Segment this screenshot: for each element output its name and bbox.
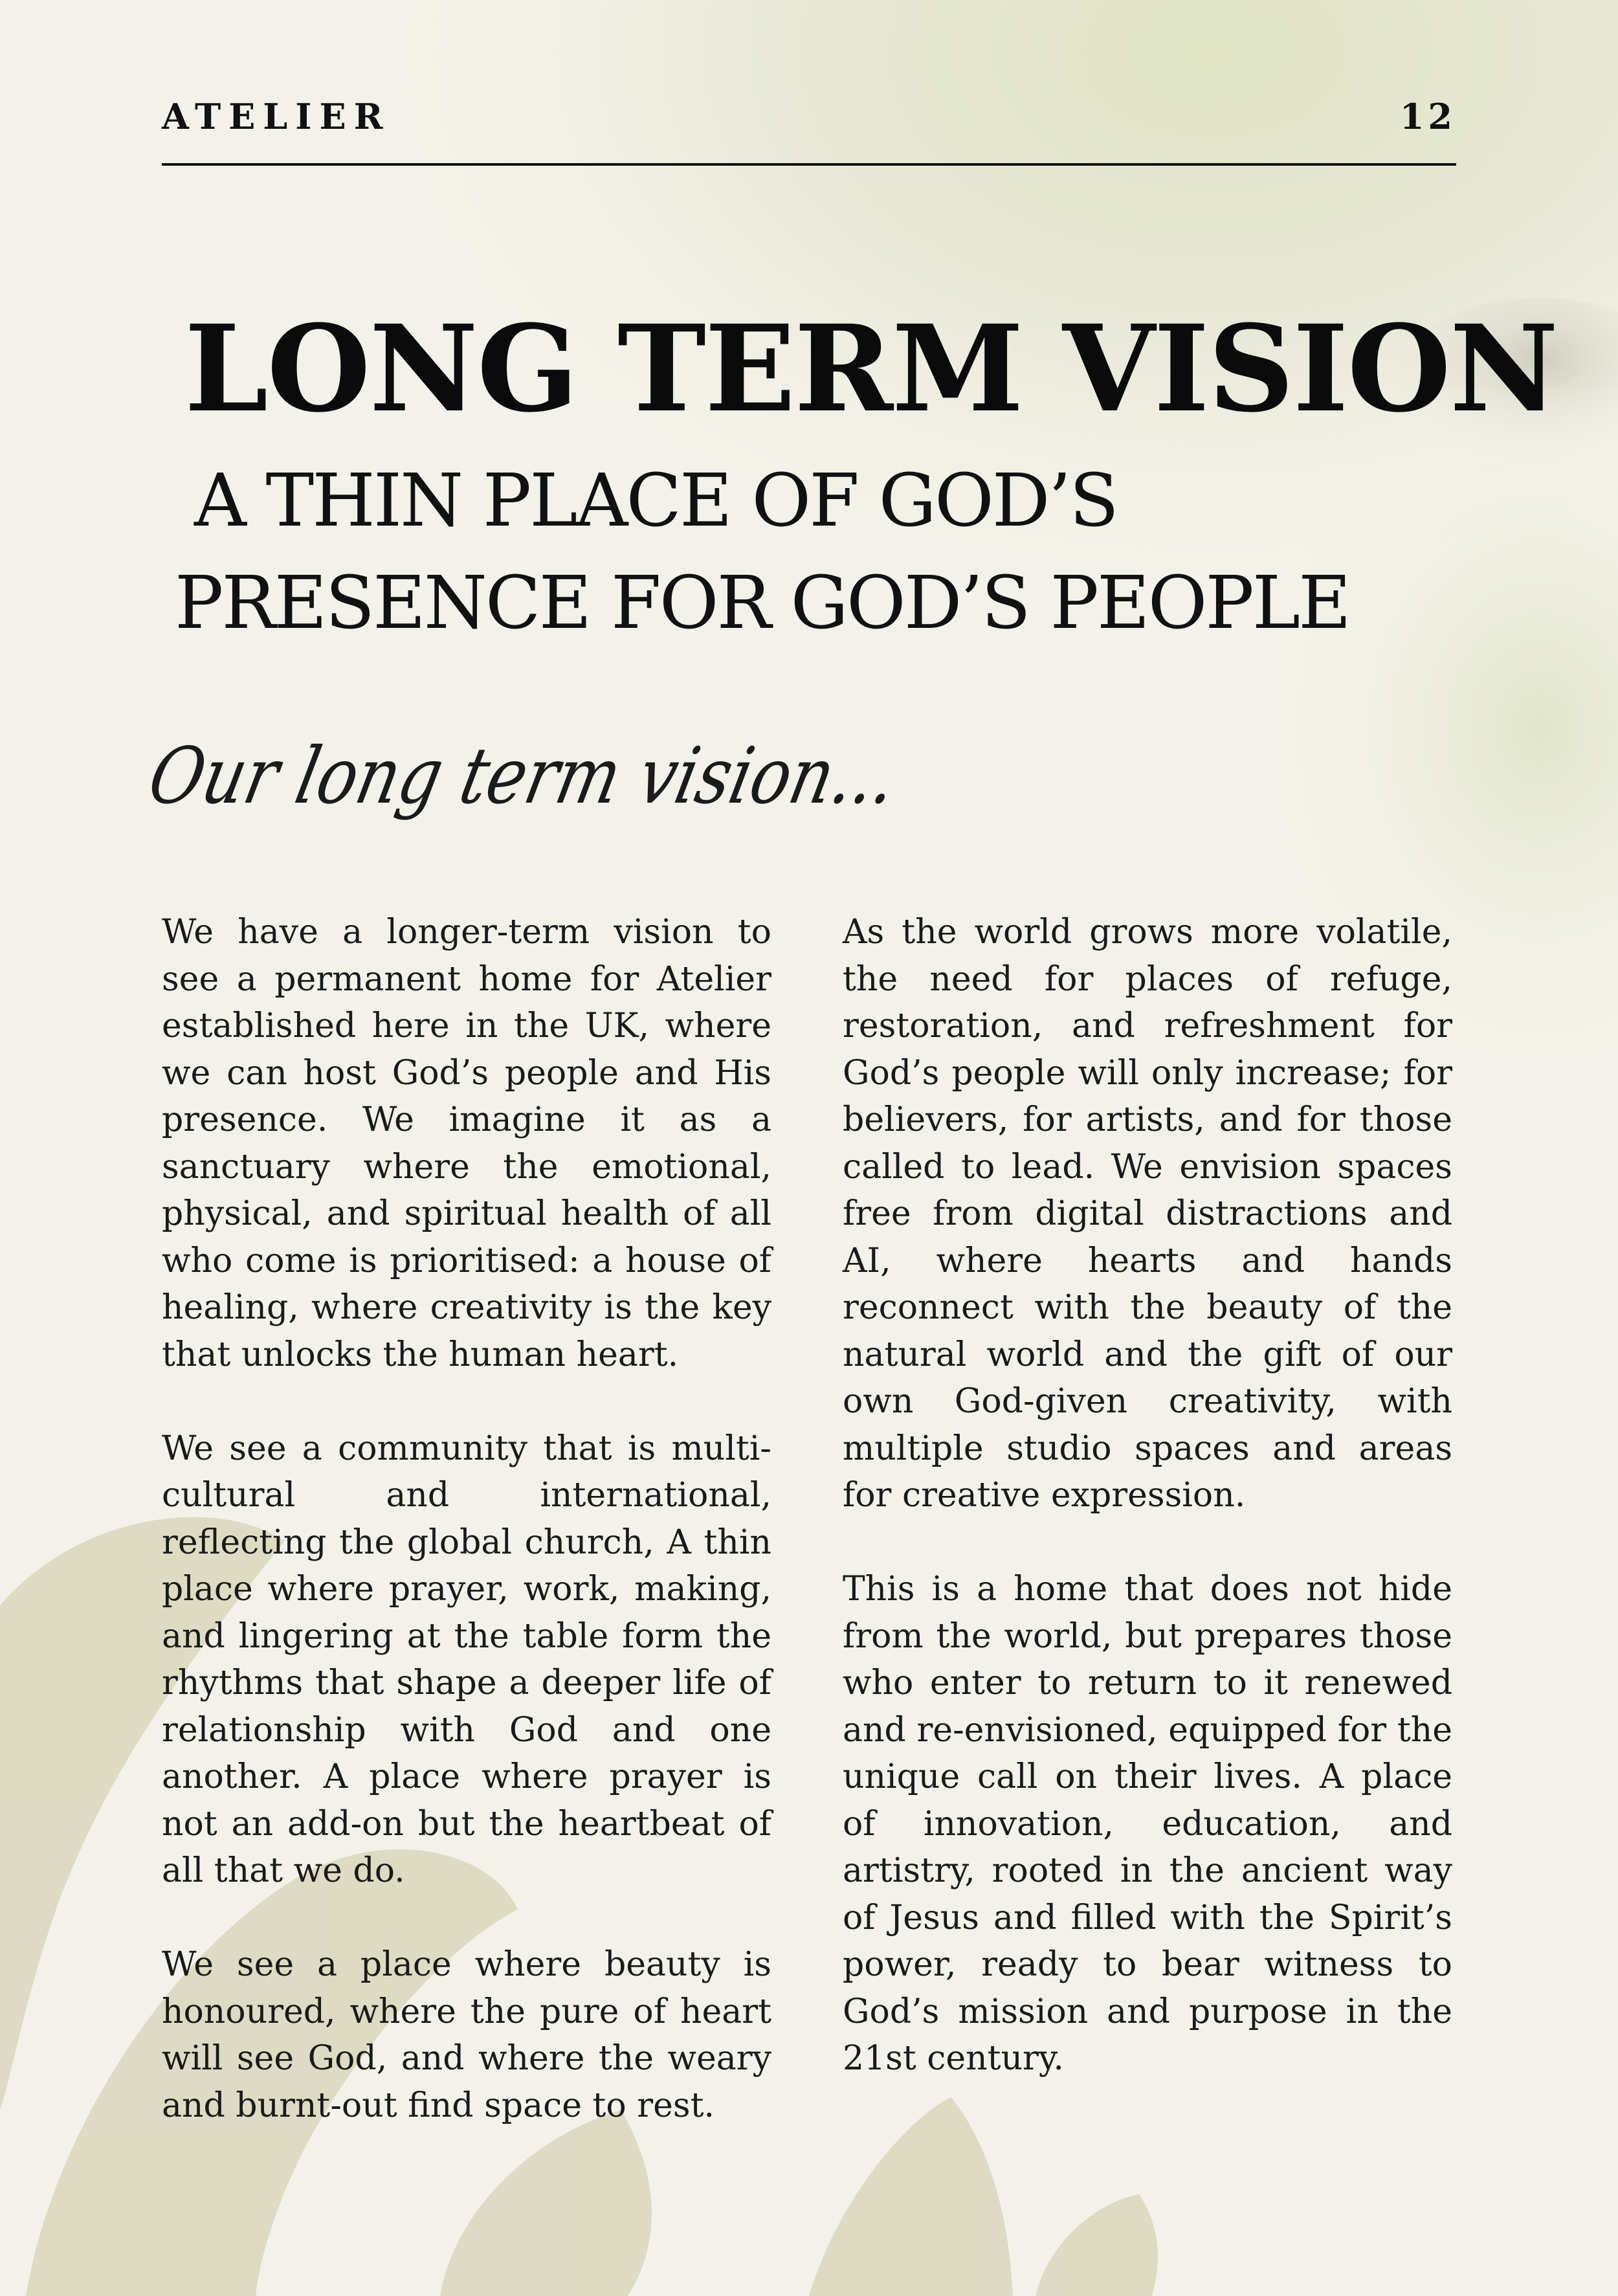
text-column-right [843, 909, 1452, 2129]
text-column-left [162, 909, 771, 2176]
paragraph: As the world grows more volatile, the need for places of refuge, restoration, and refreshment for God’s people will only increase; for believers, for artists, and for those called to lead. We envision spaces free from digital distractions and AI, where hearts and hands reconnect with the beauty of the natural world and the gift of our own God-given creativity, with multiple studio spaces and areas for creative expression. [843, 913, 1452, 1515]
script-heading [141, 719, 1049, 861]
paragraph: We have a longer-term vision to see a permanent home for Atelier established here in the UK, where we can host God’s people and His presence. We imagine it as a sanctuary where the emotional, physical, and spiritual health of all who come is prioritised: a house of healing, where creativity is the key that unlocks the human heart. [162, 913, 771, 1374]
subtitle-line-2: PRESENCE FOR GOD’S PEOPLE [175, 561, 1349, 645]
script-heading-text: Our long term vision... [141, 730, 1049, 821]
brand-name: ATELIER [162, 96, 391, 137]
page-subtitle [175, 450, 1469, 654]
paragraph: We see a community that is multi-cultural and international, reflecting the global church, A thin place where prayer, work, making, and lingering at the table form the rhythms that shape a deeper life of relationship with God and one another. A place where prayer is not an add-on but the heartbeat of all that we do. [162, 1429, 771, 1890]
page-title: LONG TERM VISION [184, 299, 1558, 439]
paragraph: We see a place where beauty is honoured, where the pure of heart will see God, and where the weary and burnt-out find space to rest. [162, 1945, 771, 2125]
subtitle-line-1: A THIN PLACE OF GOD’S [194, 459, 1117, 543]
page-header [162, 91, 1456, 166]
paragraph: This is a home that does not hide from the world, but prepares those who enter to return to it renewed and re-envisioned, equipped for the unique call on their lives. A place of innovation, education, and artistry, rooted in the ancient way of Jesus and filled with the Spirit’s power, ready to bear witness to God’s mission and purpose in the 21st century. [843, 1570, 1452, 2078]
page-number: 12 [1399, 96, 1456, 137]
